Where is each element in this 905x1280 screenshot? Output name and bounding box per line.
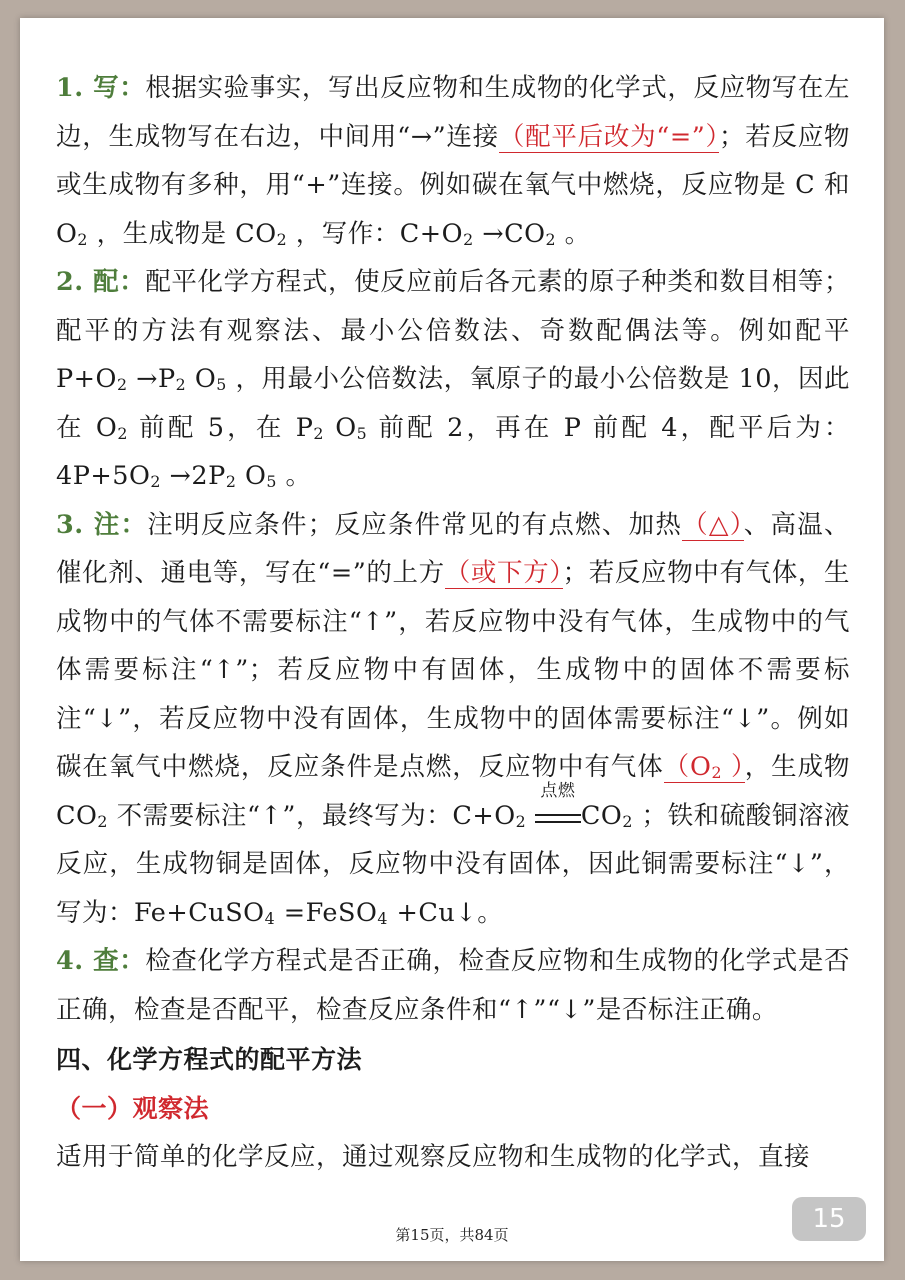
section-title: 四、化学方程式的配平方法 [56, 1045, 363, 1074]
step-write-text: 。 [556, 218, 591, 249]
step-annotate-heading: 3. 注： [56, 509, 148, 540]
step-balance-text: 配平化学方程式，使反应前后各元素的原子种类和数目相等；配平的方法有观察法、最小公倍数法、奇数配偶法等。例如配平 P+O [56, 267, 850, 394]
step-check-text: 检查化学方程式是否正确，检查反应物和生成物的化学式是否正确，检查是否配平，检查反应条件和“↑”“↓”是否标注正确。 [56, 946, 850, 1025]
step-write-text: ，生成物是 CO [87, 218, 277, 249]
step-annotate-text: 不需要标注“↑”，最终写为：C+O [107, 800, 516, 831]
step-balance-text: O [323, 412, 357, 443]
step-balance-text: 前配 5，在 P [127, 412, 314, 443]
page-number-badge: 15 [792, 1197, 866, 1241]
step-annotate-text: 注明反应条件；反应条件常见的有点燃、加热 [147, 509, 683, 540]
page-number-footer: 第15页，共84页 [395, 1226, 509, 1244]
step-write-text: 根据实验事实，写出反应物和生成物的化学式，反应物写在左边，生成物写在右边，中间用“→”连接 [56, 73, 850, 152]
subscript: 2 [175, 375, 187, 395]
step-annotate-text: ；铁和硫酸铜溶液反应，生成物铜是固体，反应物中没有固体，因此铜需要标注“↓”，写为：Fe+CuSO [56, 800, 850, 928]
step-balance-text: →P [127, 364, 176, 394]
subscript: 2 [276, 229, 288, 249]
step-balance-text: 。 [276, 461, 312, 491]
step-balance-text: →2P [160, 461, 226, 491]
subscript: 2 [545, 229, 557, 249]
reaction-condition-sign [535, 780, 581, 829]
step-write-text: →CO [473, 218, 546, 249]
note-text: ） [722, 752, 745, 782]
step-balance-text: ，用最小公倍数法，氧原子的最小公倍数是 10，因此在 O [56, 364, 850, 443]
step-write-text: ；若反应物或生成物有多种，用“+”连接。例如碳在氧气中燃烧，反应物是 C 和 O [56, 121, 850, 249]
step-annotate-note: （或下方） [444, 558, 563, 588]
step-balance-text: O [236, 461, 267, 491]
note-text: （O [663, 752, 712, 782]
step-annotate-text: =FeSO [275, 897, 378, 928]
step-check-paragraph [56, 937, 850, 1034]
subscript: 2 [622, 811, 633, 831]
subscript: 4 [377, 908, 388, 928]
document-page [20, 18, 884, 1261]
step-balance-text: 前配 2，再在 P 前配 4，配平后为：4P+5O [56, 412, 850, 491]
subscript: 5 [266, 472, 277, 492]
subscript: 4 [264, 908, 276, 928]
step-check-heading: 4. 查： [56, 946, 146, 976]
subscript: 2 [515, 811, 527, 831]
subscript: 2 [77, 229, 88, 249]
step-annotate-text: +Cu↓。 [387, 897, 504, 928]
step-annotate-text: CO [580, 800, 623, 831]
step-annotate-text: ，生成物 CO [56, 752, 850, 831]
step-annotate-note: （△） [682, 509, 744, 540]
step-balance-heading: 2. 配： [56, 267, 146, 297]
subscript: 2 [97, 811, 108, 831]
subscript: 2 [150, 472, 161, 492]
double-equals-sign [535, 814, 581, 823]
step-write-paragraph [56, 64, 850, 258]
step-write-text: ，写作：C+O [287, 218, 464, 249]
step-write-heading: 1. 写： [56, 73, 146, 103]
page-content [56, 64, 850, 1182]
subscript: 2 [463, 229, 474, 249]
subscript: 5 [356, 423, 368, 443]
subscript: 2 [117, 423, 128, 443]
step-balance-paragraph [56, 258, 850, 501]
step-balance-text: O [186, 364, 217, 394]
subscript: 2 [711, 763, 723, 783]
subscript: 2 [116, 375, 128, 395]
step-annotate-paragraph [56, 501, 850, 938]
step-annotate-text: 、高温、催化剂、通电等，写在“=”的上方 [56, 509, 850, 588]
reaction-condition-label: 点燃 [540, 780, 576, 801]
subscript: 2 [313, 423, 324, 443]
subsection-title: （一）观察法 [56, 1093, 210, 1123]
step-annotate-text: ；若反应物中有气体，生成物中的气体不需要标注“↑”，若反应物中没有气体，生成物中的气体需要标注“↑”；若反应物中有固体，生成物中的固体不需要标注“↓”，若反应物中没有固体，生成物中的固体需要标注“↓”。例如碳在氧气中燃烧，反应条件是点燃，反应物中有气体 [56, 558, 850, 782]
method-intro-text: 适用于简单的化学反应，通过观察反应物和生成物的化学式，直接 [56, 1142, 811, 1172]
step-annotate-note [664, 752, 745, 783]
subscript: 5 [216, 375, 227, 395]
step-write-note: （配平后改为“=”） [498, 121, 719, 152]
subscript: 2 [225, 472, 237, 492]
